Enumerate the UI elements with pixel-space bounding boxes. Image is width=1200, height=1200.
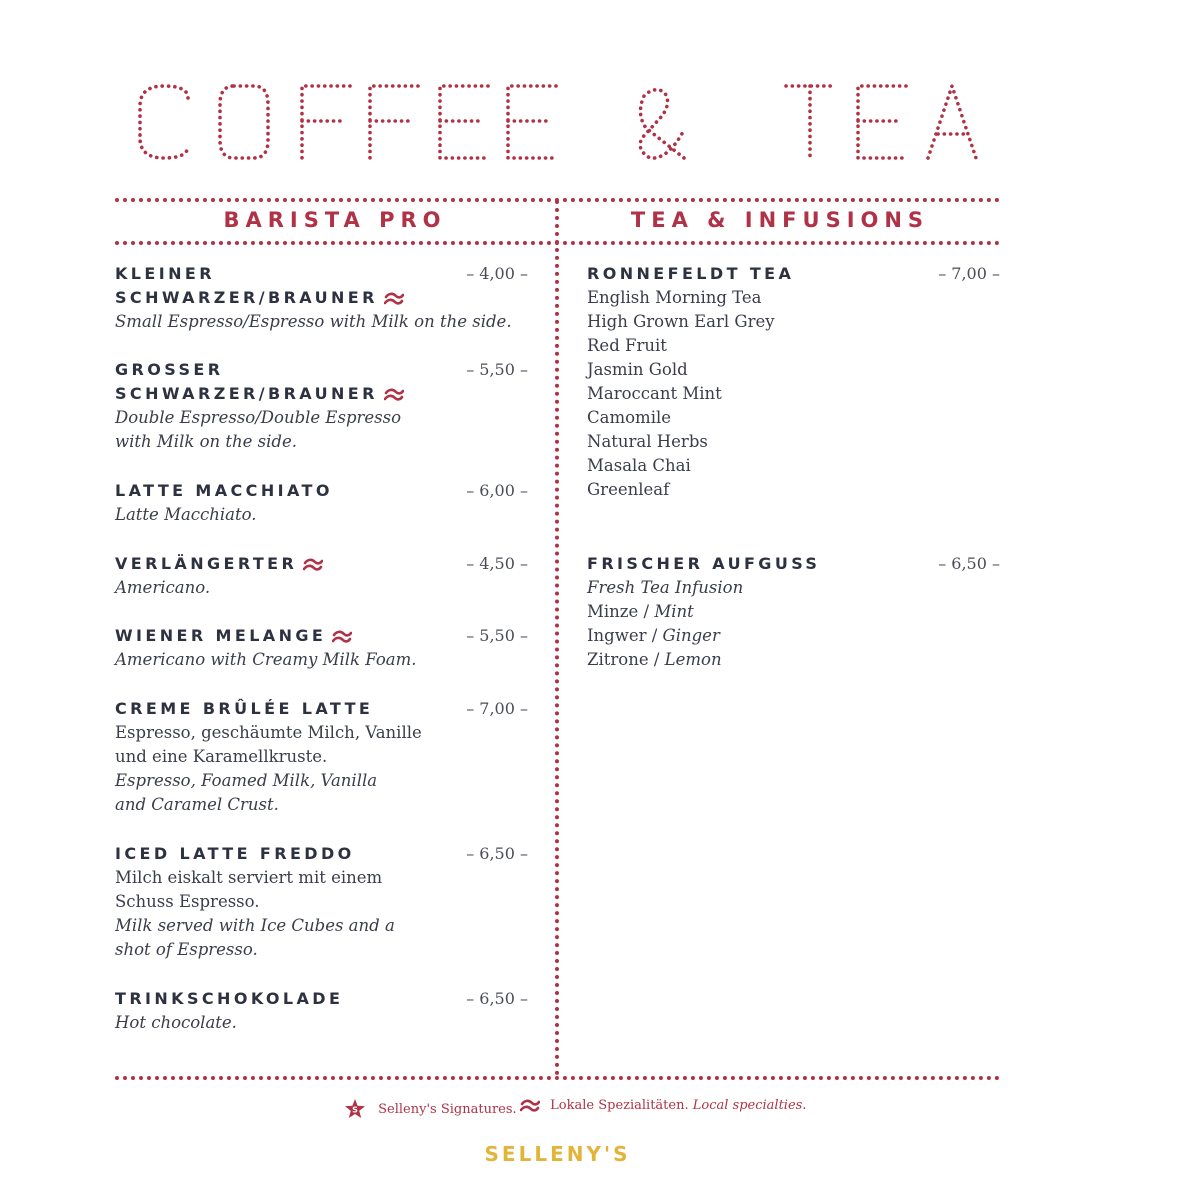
item-name: VERLÄNGERTER bbox=[115, 552, 528, 576]
tea-variety: Maroccant Mint bbox=[587, 384, 722, 403]
legend-local-text-en: Local specialties. bbox=[692, 1098, 807, 1113]
barista-heading: BARISTA PRO bbox=[223, 208, 447, 232]
legend-local bbox=[514, 1098, 806, 1113]
item-description-en: shot of Espresso. bbox=[115, 940, 258, 959]
item-price: – 6,50 – bbox=[466, 989, 528, 1008]
menu-item-aufguss bbox=[587, 552, 1000, 672]
legend bbox=[0, 1098, 1200, 1122]
tea-variety: High Grown Earl Grey bbox=[587, 312, 775, 331]
infusion-option: Minze / Mint bbox=[587, 602, 694, 621]
brand-logo: SELLENY'S bbox=[484, 1142, 631, 1166]
item-name: GROSSER bbox=[115, 360, 224, 379]
item-price: – 6,50 – bbox=[466, 844, 528, 863]
item-price: – 5,50 – bbox=[466, 626, 528, 645]
tea-variety: Jasmin Gold bbox=[587, 360, 688, 379]
title-letter bbox=[140, 86, 188, 158]
item-description-en: Americano. bbox=[115, 578, 211, 597]
title-lettering bbox=[118, 66, 998, 186]
title-letter bbox=[640, 90, 684, 158]
tea-variety: Red Fruit bbox=[587, 336, 667, 355]
item-description-en: Milk served with Ice Cubes and a bbox=[115, 916, 395, 935]
item-description: Milch eiskalt serviert mit einem bbox=[115, 868, 383, 887]
legend-signature bbox=[344, 1098, 517, 1120]
item-subtitle: Fresh Tea Infusion bbox=[587, 578, 744, 597]
item-price: – 6,50 – bbox=[938, 554, 1000, 573]
menu-item bbox=[115, 697, 528, 817]
local-specialty-icon bbox=[520, 1099, 540, 1113]
item-name: CREME BRÛLÉE LATTE bbox=[115, 699, 374, 718]
item-name: KLEINER bbox=[115, 264, 215, 283]
menu-item-ronnefeldt bbox=[587, 262, 1000, 502]
menu-item bbox=[115, 624, 528, 672]
title-letter bbox=[302, 86, 350, 158]
menu-item bbox=[115, 842, 528, 962]
item-description: und eine Karamellkruste. bbox=[115, 747, 328, 766]
infusion-option: Zitrone / Lemon bbox=[587, 650, 722, 669]
title-letter bbox=[370, 86, 418, 158]
local-specialty-icon bbox=[384, 292, 404, 306]
item-description: Schuss Espresso. bbox=[115, 892, 260, 911]
item-price: – 4,50 – bbox=[466, 554, 528, 573]
menu-item bbox=[115, 479, 528, 527]
item-description-en: with Milk on the side. bbox=[115, 432, 297, 451]
title-letter bbox=[508, 86, 556, 158]
item-price: – 4,00 – bbox=[466, 264, 528, 283]
item-description-en: Small Espresso/Espresso with Milk on the side. bbox=[115, 312, 512, 331]
tea-variety: Natural Herbs bbox=[587, 432, 708, 451]
local-specialty-icon bbox=[332, 630, 352, 644]
tea-variety: English Morning Tea bbox=[587, 288, 762, 307]
infusion-option: Ingwer / Ginger bbox=[587, 626, 720, 645]
local-specialty-icon bbox=[303, 558, 323, 572]
page-title bbox=[118, 66, 998, 186]
item-name-line2: SCHWARZER/BRAUNER bbox=[115, 382, 528, 406]
item-name: WIENER MELANGE bbox=[115, 624, 528, 648]
tea-heading: TEA & INFUSIONS bbox=[630, 208, 930, 232]
title-letter bbox=[928, 86, 976, 158]
item-price: – 6,00 – bbox=[466, 481, 528, 500]
signature-star-icon bbox=[344, 1098, 366, 1120]
item-name: RONNEFELDT TEA bbox=[587, 264, 795, 283]
menu-item bbox=[115, 262, 528, 334]
column-divider bbox=[555, 200, 559, 1076]
legend-signature-text: Selleny's Signatures. bbox=[378, 1101, 517, 1117]
title-letter bbox=[440, 86, 488, 158]
local-specialty-icon bbox=[384, 388, 404, 402]
menu-item bbox=[115, 358, 528, 454]
tea-variety: Greenleaf bbox=[587, 480, 670, 499]
item-description: Espresso, geschäumte Milch, Vanille bbox=[115, 723, 422, 742]
title-letter bbox=[220, 86, 268, 158]
item-description-en: Latte Macchiato. bbox=[115, 505, 257, 524]
title-letter bbox=[858, 86, 906, 158]
menu-item bbox=[115, 552, 528, 600]
item-name-line2: SCHWARZER/BRAUNER bbox=[115, 286, 528, 310]
item-description-en: Espresso, Foamed Milk, Vanilla bbox=[115, 771, 378, 790]
item-name: ICED LATTE FREDDO bbox=[115, 844, 355, 863]
menu-item bbox=[115, 987, 528, 1035]
title-letter bbox=[786, 86, 834, 158]
item-description-en: Hot chocolate. bbox=[115, 1013, 237, 1032]
item-name: TRINKSCHOKOLADE bbox=[115, 989, 344, 1008]
svg-text:S: S bbox=[352, 1105, 358, 1115]
tea-variety: Masala Chai bbox=[587, 456, 691, 475]
item-description-en: Double Espresso/Double Espresso bbox=[115, 408, 402, 427]
item-description-en: and Caramel Crust. bbox=[115, 795, 279, 814]
item-name: LATTE MACCHIATO bbox=[115, 481, 333, 500]
tea-variety: Camomile bbox=[587, 408, 672, 427]
item-description-en: Americano with Creamy Milk Foam. bbox=[115, 650, 417, 669]
item-price: – 7,00 – bbox=[466, 699, 528, 718]
legend-local-text: Lokale Spezialitäten. bbox=[550, 1098, 689, 1113]
bottom-divider bbox=[115, 1076, 1000, 1080]
item-name: FRISCHER AUFGUSS bbox=[587, 554, 821, 573]
item-price: – 7,00 – bbox=[938, 264, 1000, 283]
item-price: – 5,50 – bbox=[466, 360, 528, 379]
